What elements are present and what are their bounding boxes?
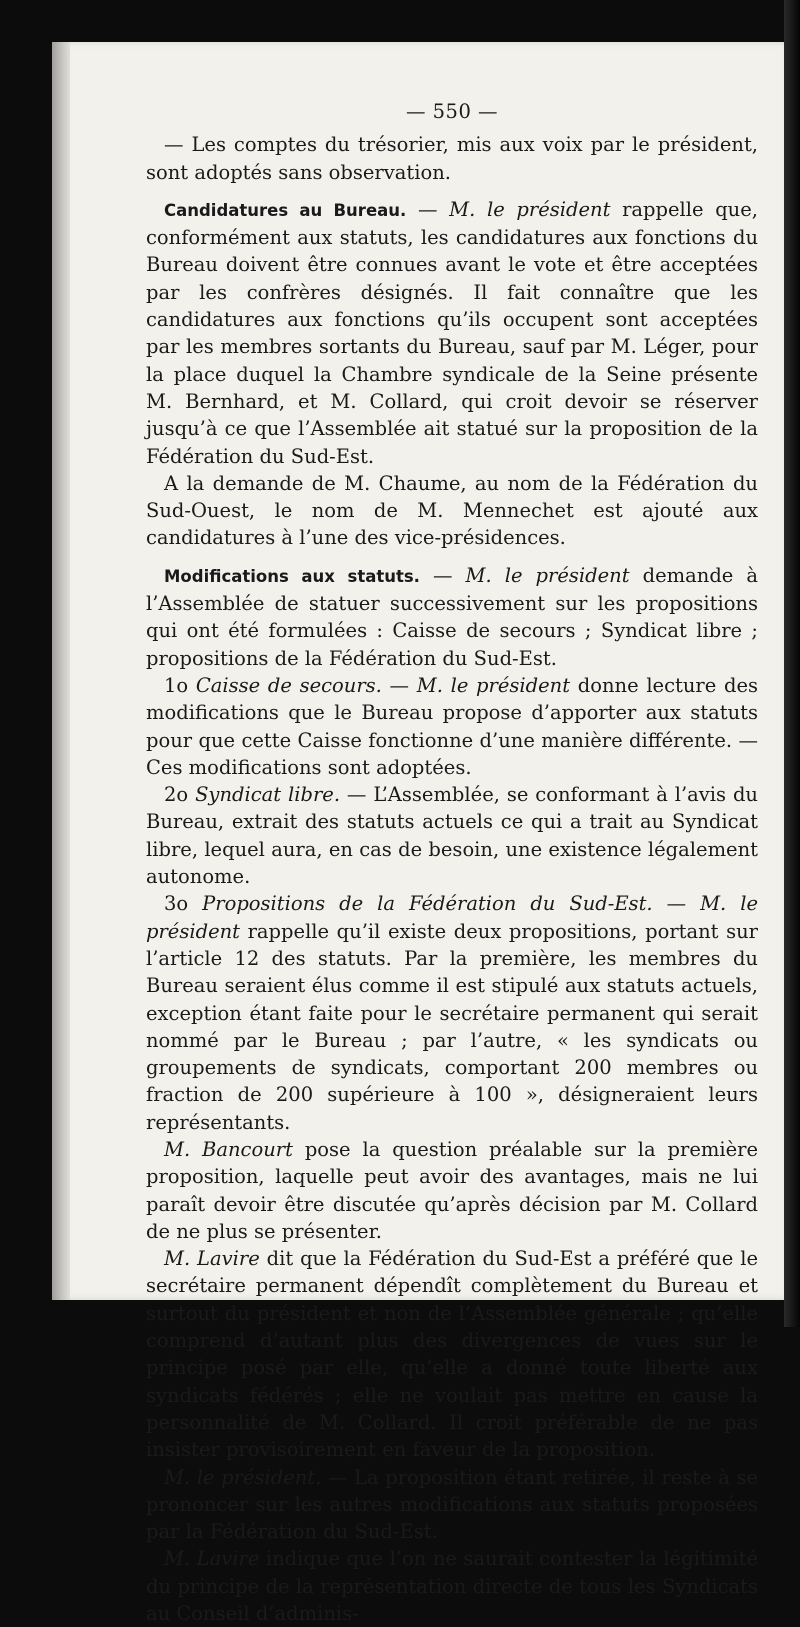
paragraph-president-2 — [146, 1464, 758, 1546]
paragraph-text: dit que la Fédération du Sud-Est a préféré que le secrétaire permanent dépendît complètement du Bureau et surtout du président et non de l’Assemblée générale ; qu’elle comprend d’autant plus des divergences de vues sur le principe posé par elle, qu’elle a donné toute liberté aux syndicats fédérés ; elle ne voulait pas mettre en cause la personnalité de M. Collard. Il croit préférable de ne pas insister provisoirement en faveur de la proposition. — [146, 1247, 758, 1462]
paragraph-text: pose la question préalable sur la première proposition, laquelle peut avoir des avantages, mais ne lui paraît devoir être discutée qu’après décision par M. Collard de ne plus se présenter. — [146, 1137, 758, 1243]
item-number: 3o — [164, 892, 203, 916]
paragraph-text: donne lecture des modifications que le Bureau propose d’apporter aux statuts pour que cette Caisse fonctionne d’une manière différente. — Ces modifications sont adoptées. — [146, 673, 758, 779]
paragraph-lavire-2 — [146, 1545, 758, 1627]
paragraph-modifications — [146, 562, 758, 672]
speaker: M. Lavire — [164, 1547, 260, 1571]
paragraph-bancourt — [146, 1136, 758, 1245]
speaker: M. le président. — [164, 1465, 322, 1489]
paragraph-text: demande à l’Assemblée de statuer successivement sur les propositions qui ont été formulées : Caisse de secours ; Syndicat libre ; propositions de la Fédération du Sud-Est. — [146, 563, 758, 670]
item-title: Syndicat libre. — [195, 783, 341, 807]
paragraph-item-1 — [146, 672, 758, 781]
dash: — — [381, 673, 417, 697]
item-title: Caisse de secours. — [195, 673, 382, 697]
paragraph-text: — Les comptes du trésorier, mis aux voix par le président, sont adoptés sans observation. — [146, 133, 758, 184]
dash: — — [419, 563, 466, 587]
speaker: M. Lavire — [164, 1247, 260, 1271]
dash: — — [652, 892, 701, 916]
speaker: M. le président — [449, 197, 611, 221]
paragraph-candidatures — [146, 196, 758, 470]
paragraph-text: A la demande de M. Chaume, au nom de la Fédération du Sud-Ouest, le nom de M. Mennechet est ajouté aux candidatures à l’une des vice-présidences. — [146, 471, 758, 550]
page-number: — 550 — — [405, 100, 499, 123]
paragraph-text: — L’Assemblée, se conformant à l’avis du Bureau, extrait des statuts actuels ce qui a trait au Syndicat libre, lequel aura, en cas de besoin, une existence légalement autonome. — [146, 783, 758, 889]
paragraph-text: rappelle qu’il existe deux propositions, portant sur l’article 12 des statuts. Par la première, les membres du Bureau seraient élus comme il est stipulé aux statuts actuels, exception étant faite pour le secrétaire permanent qui serait nommé par le Bureau ; par l’autre, « les syndicats ou groupements de syndicats, comportant 200 membres ou fraction de 200 supérieure à 100 », désigneraient leurs représentants. — [146, 919, 758, 1134]
paragraph-lavire-1 — [146, 1245, 758, 1463]
speaker: M. le président — [416, 673, 571, 697]
paragraph-text: rappelle que, conformément aux statuts, les candidatures aux fonctions du Bureau doivent être connues avant le vote et être acceptées par les confrères désignés. Il fait connaître que les candidatures aux fonctions qu’ils occupent sont acceptées par les membres sortants du Bureau, sauf par M. Léger, pour la place duquel la Chambre syndicale de la Seine présente M. Bernhard, et M. Collard, qui croit devoir se réserver jusqu’à ce que l’Assemblée ait statué sur la proposition de la Fédération du Sud-Est. — [146, 197, 758, 468]
paragraph-item-2 — [146, 781, 758, 890]
item-number: 2o — [164, 783, 196, 807]
section-heading: Modifications aux statuts. — [164, 566, 420, 586]
scan-edge — [784, 0, 800, 1327]
paragraph-comptes — [146, 131, 758, 186]
dash: — — [406, 197, 450, 221]
item-title: Propositions de la Fédération du Sud-Est. — [202, 892, 653, 916]
paragraph-chaume — [146, 470, 758, 552]
section-heading: Candidatures au Bureau. — [164, 200, 407, 220]
speaker: M. le président — [146, 892, 758, 943]
paragraph-text: indique que l’on ne saurait contester la légitimité du principe de la représentation directe de tous les Syndicats au Conseil d’adminis- — [146, 1547, 758, 1626]
binding-gutter — [52, 42, 70, 1300]
page-content — [146, 98, 758, 1627]
paragraph-item-3 — [146, 890, 758, 1136]
speaker: M. le président — [465, 563, 630, 587]
item-number: 1o — [164, 673, 196, 697]
paragraph-text: — La proposition étant retirée, il reste à se prononcer sur les autres modifications aux statuts proposées par la Fédération du Sud-Est. — [146, 1465, 758, 1544]
speaker: M. Bancourt — [164, 1137, 293, 1161]
